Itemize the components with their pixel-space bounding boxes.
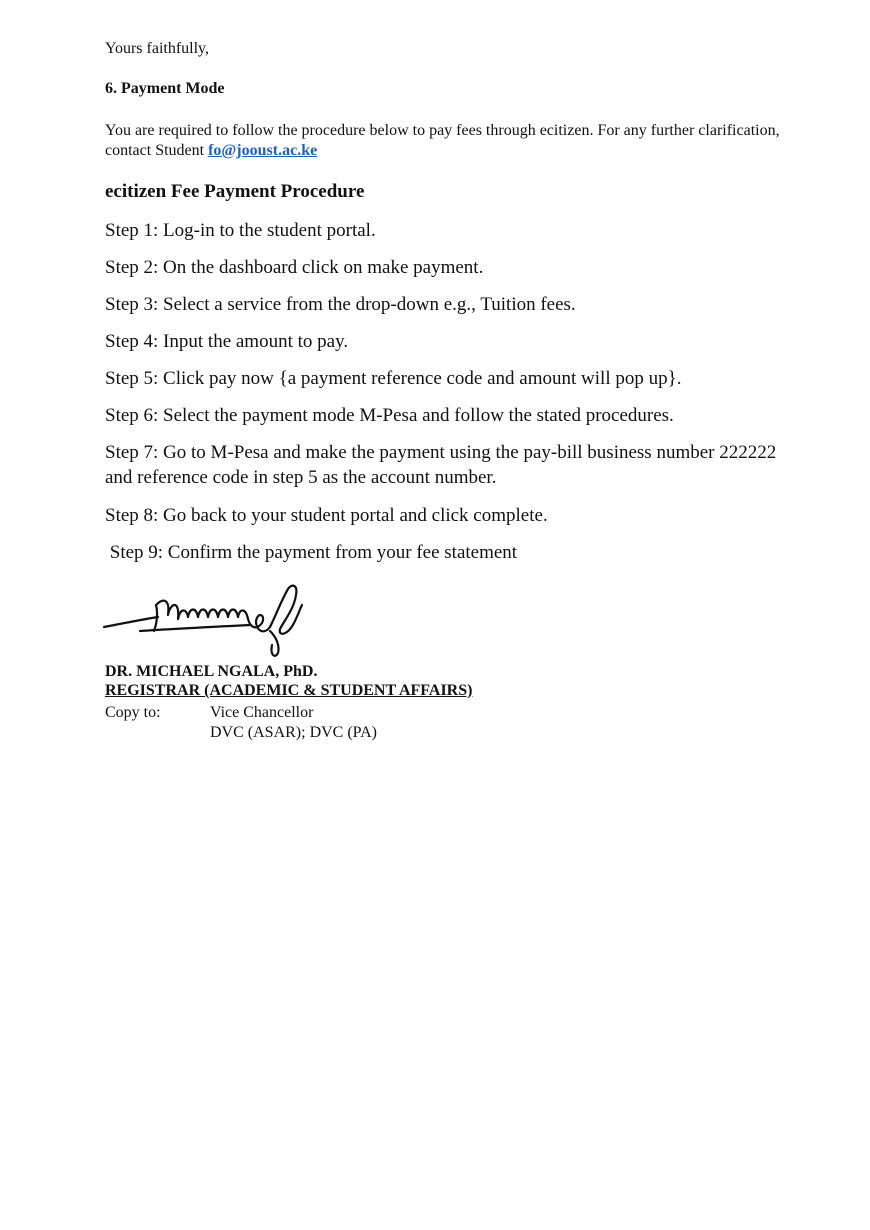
procedure-step: Step 3: Select a service from the drop-down e.g., Tuition fees. — [105, 294, 576, 315]
procedure-step: Step 6: Select the payment mode M-Pesa and follow the stated procedures. — [105, 405, 674, 426]
copy-recipient: DVC (ASAR); DVC (PA) — [210, 724, 377, 741]
signatory-name: DR. MICHAEL NGALA, PhD. — [105, 663, 318, 680]
signatory-title: REGISTRAR (ACADEMIC & STUDENT AFFAIRS) — [105, 682, 473, 699]
contact-email-link[interactable]: fo@jooust.ac.ke — [208, 142, 318, 159]
intro-paragraph — [105, 121, 785, 161]
closing-salutation: Yours faithfully, — [105, 40, 210, 57]
copy-to-label: Copy to: — [105, 704, 161, 721]
procedure-step: Step 1: Log-in to the student portal. — [105, 220, 376, 241]
section-heading: 6. Payment Mode — [105, 80, 225, 97]
procedure-step: Step 9: Confirm the payment from your fee statement — [105, 542, 518, 563]
procedure-step: Step 2: On the dashboard click on make payment. — [105, 257, 484, 278]
procedure-step: Step 8: Go back to your student portal and click complete. — [105, 505, 548, 526]
intro-text: You are required to follow the procedure below to pay fees through ecitizen. For any further clarification, contact Student — [105, 122, 780, 159]
procedure-step: Step 4: Input the amount to pay. — [105, 331, 349, 352]
copy-recipient: Vice Chancellor — [210, 704, 314, 721]
signature-image — [100, 575, 310, 660]
procedure-step: Step 7: Go to M-Pesa and make the payment using the pay-bill business number 222222 and reference code in step 5 as the account number. — [105, 442, 777, 488]
procedure-title: ecitizen Fee Payment Procedure — [105, 181, 365, 202]
procedure-step: Step 5: Click pay now {a payment reference code and amount will pop up}. — [105, 368, 682, 389]
